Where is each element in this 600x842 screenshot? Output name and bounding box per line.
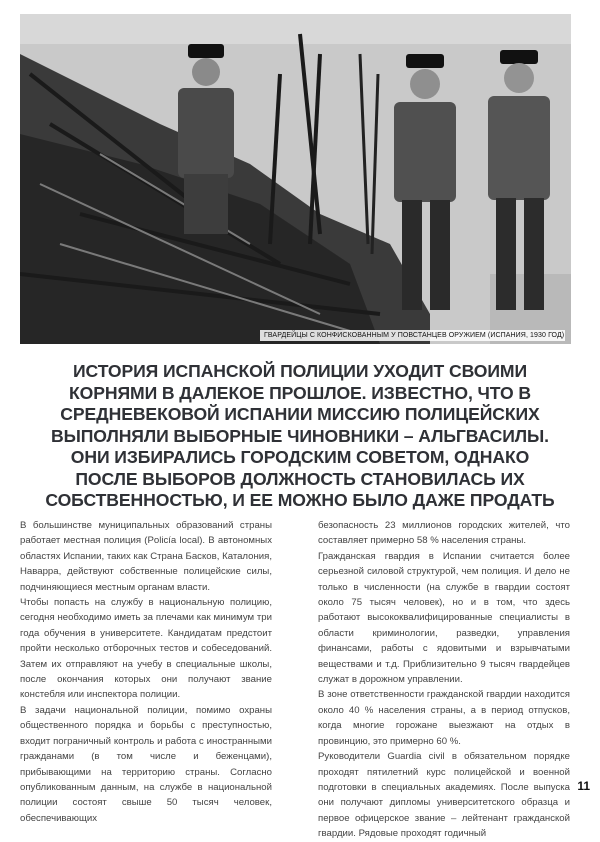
paragraph: Руководители Guardia civil в обязательном порядке проходят пятилетний курс полицейской и военной подготовки в специальных академиях. После выпуска они получают дипломы университетского образца и первое офицерское звание – лейтенант гражданской гвардии. Рядовые проходят годичный [318, 751, 570, 840]
right-column [318, 518, 570, 842]
paragraph: В зоне ответственности гражданской гвардии находится около 40 % населения страны, а в период отпусков, когда многие горожане выезжают на отдых в провинцию, это примерно 60 %. [318, 689, 570, 747]
photo-caption: ГВАРДЕЙЦЫ С КОНФИСКОВАННЫМ У ПОВСТАНЦЕВ ОРУЖИЕМ (ИСПАНИЯ, 1930 ГОД) [260, 330, 565, 341]
paragraph: безопасность 23 миллионов городских жителей, что составляет примерно 58 % населения страны. [318, 520, 570, 547]
headline: ИСТОРИЯ ИСПАНСКОЙ ПОЛИЦИИ УХОДИТ СВОИМИ КОРНЯМИ В ДАЛЕКОЕ ПРОШЛОЕ. ИЗВЕСТНО, ЧТО В СРЕДНЕВЕКОВОЙ ИСПАНИИ МИССИЮ ПОЛИЦЕЙСКИХ ВЫПОЛНЯЛИ ВЫБОРНЫЕ ЧИНОВНИКИ – АЛЬГВАСИЛЫ. ОНИ ИЗБИРАЛИСЬ ГОРОДСКИМ СОВЕТОМ, ОДНАКО ПОСЛЕ ВЫБОРОВ ДОЛЖНОСТЬ СТАНОВИЛАСЬ ИХ СОБСТВЕННОСТЬЮ, И ЕЕ МОЖНО БЫЛО ДАЖЕ ПРОДАТЬ [45, 361, 555, 510]
paragraph: В большинстве муниципальных образований страны работает местная полиция (Policía local). В автономных областях Испании, таких как Страна Басков, Каталония, Наварра, действуют собственные полицейские силы, подчиняющиеся местным органам власти. [20, 520, 272, 593]
historical-photo [20, 14, 571, 344]
guardsmen-illustration [20, 14, 571, 344]
paragraph: Чтобы попасть на службу в национальную полицию, сегодня необходимо иметь за плечами как минимум три года обучения в университете. Кандидатам предстоит пройти несколько отборочных тестов и собеседований. Затем их отправляют на учебу в специальные школы, после окончания которых они получают звание констебля или инспектора полиции. [20, 597, 272, 701]
paragraph: Гражданская гвардия в Испании считается более серьезной силовой структурой, чем полиция. И дело не только в численности (на службе в гвардии состоят около 75 тысяч человек), но и в том, что здесь работают высококвалифицированные специалисты в области криминологии, разведки, управления финансами, работы с ядовитыми и взрывчатыми веществами и т.д. Приблизительно 9 тысяч гвардейцев служат в дорожном управлении. [318, 550, 570, 686]
paragraph: В задачи национальной полиции, помимо охраны общественного порядка и борьбы с преступностью, входит пограничный контроль и работа с иностранными гражданами (в том числе и беженцами), прибывающими на территорию страны. Согласно опубликованным данным, на службе в национальной полиции состоят свыше 50 тысяч человек, обеспечивающих [20, 704, 272, 824]
left-column [20, 518, 272, 826]
page-number: 11 [577, 779, 590, 793]
